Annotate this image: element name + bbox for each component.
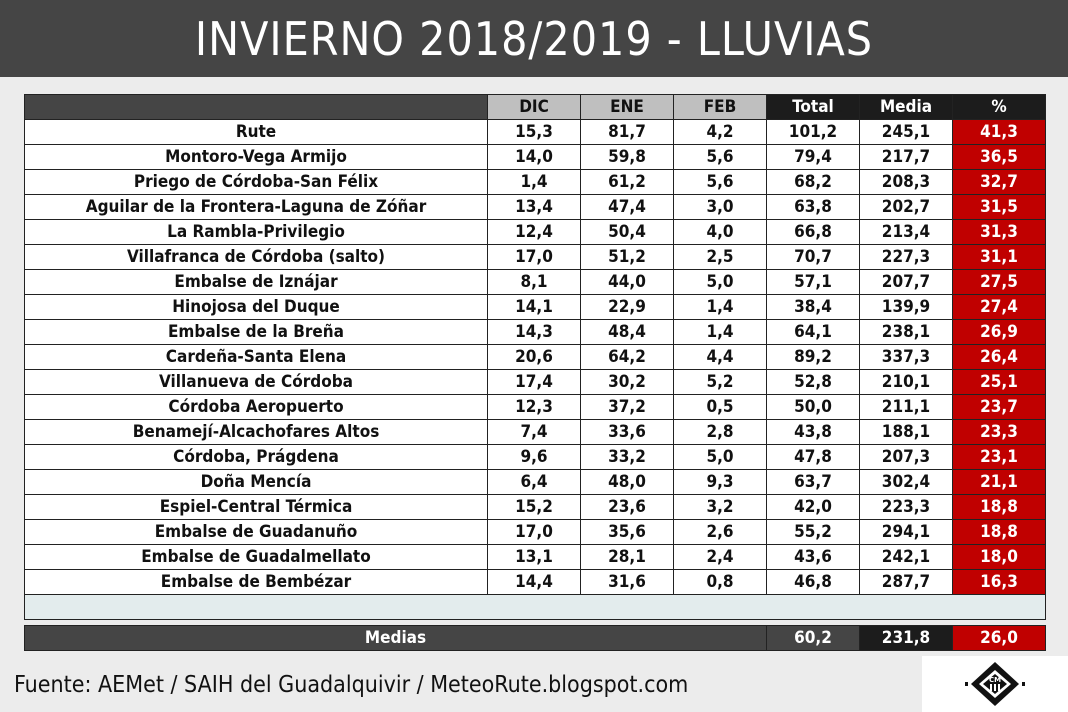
cell-pct: 23,1 (953, 445, 1046, 470)
header-ene: ENE (581, 95, 674, 120)
cell-dic: 7,4 (488, 420, 581, 445)
table-row (25, 220, 1046, 245)
logo-text: CM (988, 676, 1002, 684)
cell-total: 55,2 (767, 520, 860, 545)
station-name-cell: Cardeña-Santa Elena (25, 345, 488, 370)
station-name-cell: Villafranca de Córdoba (salto) (25, 245, 488, 270)
station-name-cell: Rute (25, 120, 488, 145)
cell-dic: 12,4 (488, 220, 581, 245)
cell-ene: 35,6 (581, 520, 674, 545)
cell-feb: 3,0 (674, 195, 767, 220)
cell-media: 337,3 (860, 345, 953, 370)
cell-total: 52,8 (767, 370, 860, 395)
cell-media: 207,3 (860, 445, 953, 470)
header-blank-cell (25, 95, 488, 120)
cell-pct: 36,5 (953, 145, 1046, 170)
table-row (25, 395, 1046, 420)
cell-total: 63,8 (767, 195, 860, 220)
cell-feb: 1,4 (674, 295, 767, 320)
station-name-cell: Embalse de Iznájar (25, 270, 488, 295)
rainfall-table (24, 94, 1046, 651)
cell-feb: 4,0 (674, 220, 767, 245)
cell-pct: 21,1 (953, 470, 1046, 495)
cell-dic: 20,6 (488, 345, 581, 370)
cell-total: 57,1 (767, 270, 860, 295)
averages-label: Medias (25, 626, 767, 651)
cell-media: 238,1 (860, 320, 953, 345)
cell-ene: 30,2 (581, 370, 674, 395)
cell-ene: 33,2 (581, 445, 674, 470)
cell-ene: 47,4 (581, 195, 674, 220)
table-row (25, 470, 1046, 495)
cell-media: 188,1 (860, 420, 953, 445)
source-footer: Fuente: AEMet / SAIH del Guadalquivir / MeteoRute.blogspot.com (14, 672, 689, 698)
table-row (25, 520, 1046, 545)
cell-total: 89,2 (767, 345, 860, 370)
page-title: INVIERNO 2018/2019 - LLUVIAS (0, 0, 1068, 77)
cell-total: 38,4 (767, 295, 860, 320)
cell-ene: 81,7 (581, 120, 674, 145)
station-name-cell: Córdoba, Prágdena (25, 445, 488, 470)
station-name-cell: Córdoba Aeropuerto (25, 395, 488, 420)
cell-total: 68,2 (767, 170, 860, 195)
cell-dic: 17,0 (488, 520, 581, 545)
cell-pct: 31,3 (953, 220, 1046, 245)
cell-ene: 31,6 (581, 570, 674, 595)
cell-media: 227,3 (860, 245, 953, 270)
cell-ene: 51,2 (581, 245, 674, 270)
cell-feb: 5,0 (674, 270, 767, 295)
cell-dic: 15,2 (488, 495, 581, 520)
table-row (25, 370, 1046, 395)
table-row (25, 120, 1046, 145)
cell-pct: 23,7 (953, 395, 1046, 420)
cell-media: 223,3 (860, 495, 953, 520)
station-name-cell: Embalse de Bembézar (25, 570, 488, 595)
cell-media: 245,1 (860, 120, 953, 145)
averages-total: 60,2 (767, 626, 860, 651)
cell-pct: 18,8 (953, 520, 1046, 545)
station-name-cell: Montoro-Vega Armijo (25, 145, 488, 170)
cell-pct: 26,4 (953, 345, 1046, 370)
cell-feb: 2,8 (674, 420, 767, 445)
cell-dic: 8,1 (488, 270, 581, 295)
cell-total: 79,4 (767, 145, 860, 170)
cell-pct: 27,4 (953, 295, 1046, 320)
cell-media: 302,4 (860, 470, 953, 495)
cell-total: 46,8 (767, 570, 860, 595)
cell-dic: 17,4 (488, 370, 581, 395)
cell-media: 202,7 (860, 195, 953, 220)
cell-ene: 22,9 (581, 295, 674, 320)
station-name-cell: Villanueva de Córdoba (25, 370, 488, 395)
cell-pct: 23,3 (953, 420, 1046, 445)
cell-ene: 28,1 (581, 545, 674, 570)
cell-total: 63,7 (767, 470, 860, 495)
table-row (25, 270, 1046, 295)
table-row (25, 170, 1046, 195)
cell-dic: 14,1 (488, 295, 581, 320)
cell-pct: 41,3 (953, 120, 1046, 145)
table-row (25, 495, 1046, 520)
station-name-cell: Doña Mencía (25, 470, 488, 495)
cell-feb: 5,2 (674, 370, 767, 395)
cell-pct: 31,1 (953, 245, 1046, 270)
header-dic: DIC (488, 95, 581, 120)
meteorute-logo (922, 656, 1068, 712)
header-media: Media (860, 95, 953, 120)
cell-pct: 25,1 (953, 370, 1046, 395)
cell-media: 207,7 (860, 270, 953, 295)
station-name-cell: Embalse de Guadanuño (25, 520, 488, 545)
cell-pct: 31,5 (953, 195, 1046, 220)
cell-total: 50,0 (767, 395, 860, 420)
cell-dic: 12,3 (488, 395, 581, 420)
cell-dic: 17,0 (488, 245, 581, 270)
cell-total: 64,1 (767, 320, 860, 345)
cell-dic: 14,0 (488, 145, 581, 170)
averages-media: 231,8 (860, 626, 953, 651)
cell-dic: 9,6 (488, 445, 581, 470)
table-row (25, 320, 1046, 345)
cell-feb: 0,5 (674, 395, 767, 420)
cell-ene: 23,6 (581, 495, 674, 520)
cell-media: 213,4 (860, 220, 953, 245)
cell-dic: 14,3 (488, 320, 581, 345)
cell-media: 217,7 (860, 145, 953, 170)
cell-ene: 59,8 (581, 145, 674, 170)
cell-media: 208,3 (860, 170, 953, 195)
station-name-cell: Benamejí-Alcachofares Altos (25, 420, 488, 445)
cell-dic: 6,4 (488, 470, 581, 495)
header-total: Total (767, 95, 860, 120)
cell-feb: 3,2 (674, 495, 767, 520)
table-row (25, 570, 1046, 595)
cell-pct: 32,7 (953, 170, 1046, 195)
cell-feb: 2,4 (674, 545, 767, 570)
cell-dic: 15,3 (488, 120, 581, 145)
header-pct: % (953, 95, 1046, 120)
cell-pct: 18,8 (953, 495, 1046, 520)
cell-dic: 1,4 (488, 170, 581, 195)
cell-feb: 0,8 (674, 570, 767, 595)
cell-total: 70,7 (767, 245, 860, 270)
table-row (25, 245, 1046, 270)
cell-pct: 16,3 (953, 570, 1046, 595)
header-row (25, 95, 1046, 120)
cell-feb: 5,0 (674, 445, 767, 470)
averages-pct: 26,0 (953, 626, 1046, 651)
cell-ene: 37,2 (581, 395, 674, 420)
header-feb: FEB (674, 95, 767, 120)
cell-pct: 18,0 (953, 545, 1046, 570)
cell-total: 42,0 (767, 495, 860, 520)
cell-ene: 61,2 (581, 170, 674, 195)
station-name-cell: Espiel-Central Térmica (25, 495, 488, 520)
cell-media: 294,1 (860, 520, 953, 545)
spacer-row (25, 595, 1046, 620)
table-row (25, 295, 1046, 320)
station-name-cell: Priego de Córdoba-San Félix (25, 170, 488, 195)
station-name-cell: Aguilar de la Frontera-Laguna de Zóñar (25, 195, 488, 220)
cell-pct: 27,5 (953, 270, 1046, 295)
cell-total: 47,8 (767, 445, 860, 470)
table-row (25, 420, 1046, 445)
cell-media: 210,1 (860, 370, 953, 395)
table-row (25, 445, 1046, 470)
cell-media: 139,9 (860, 295, 953, 320)
cell-dic: 13,1 (488, 545, 581, 570)
spacer-cell (25, 595, 1046, 620)
cell-media: 242,1 (860, 545, 953, 570)
cell-dic: 14,4 (488, 570, 581, 595)
cell-total: 101,2 (767, 120, 860, 145)
cell-ene: 64,2 (581, 345, 674, 370)
cell-total: 43,8 (767, 420, 860, 445)
cell-feb: 1,4 (674, 320, 767, 345)
table-row (25, 145, 1046, 170)
cell-feb: 5,6 (674, 145, 767, 170)
cell-ene: 33,6 (581, 420, 674, 445)
station-name-cell: La Rambla-Privilegio (25, 220, 488, 245)
cell-media: 211,1 (860, 395, 953, 420)
cell-pct: 26,9 (953, 320, 1046, 345)
cell-ene: 48,0 (581, 470, 674, 495)
cell-dic: 13,4 (488, 195, 581, 220)
cell-feb: 5,6 (674, 170, 767, 195)
cell-total: 66,8 (767, 220, 860, 245)
cell-total: 43,6 (767, 545, 860, 570)
rainfall-table-container (24, 94, 1044, 651)
station-name-cell: Hinojosa del Duque (25, 295, 488, 320)
cell-feb: 4,2 (674, 120, 767, 145)
logo-icon (963, 660, 1027, 708)
cell-feb: 2,6 (674, 520, 767, 545)
cell-ene: 44,0 (581, 270, 674, 295)
cell-ene: 48,4 (581, 320, 674, 345)
table-row (25, 545, 1046, 570)
table-row (25, 195, 1046, 220)
station-name-cell: Embalse de la Breña (25, 320, 488, 345)
cell-media: 287,7 (860, 570, 953, 595)
cell-feb: 2,5 (674, 245, 767, 270)
averages-row (25, 626, 1046, 651)
cell-ene: 50,4 (581, 220, 674, 245)
cell-feb: 9,3 (674, 470, 767, 495)
station-name-cell: Embalse de Guadalmellato (25, 545, 488, 570)
cell-feb: 4,4 (674, 345, 767, 370)
table-row (25, 345, 1046, 370)
